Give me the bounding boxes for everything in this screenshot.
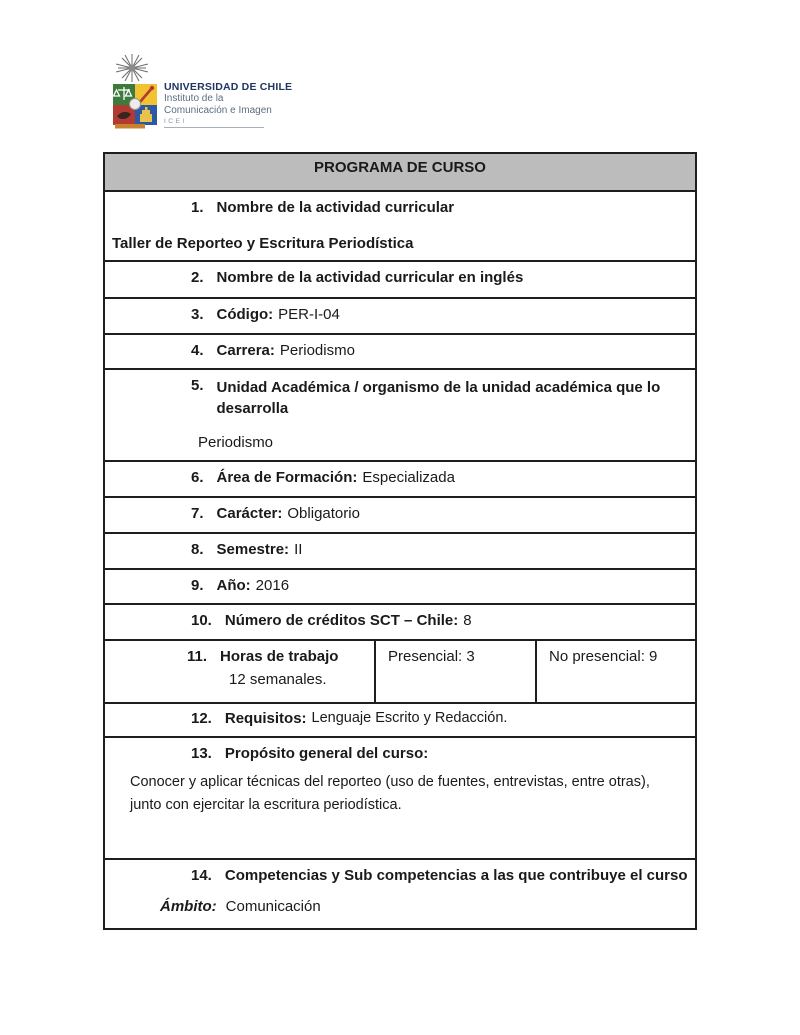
table-title-row (105, 154, 695, 190)
item-number: 3. (191, 306, 204, 323)
logo-underline-divider (164, 127, 264, 128)
item-number: 2. (191, 269, 204, 286)
row-nombre-ingles (105, 260, 695, 297)
item-label: Semestre: (216, 541, 290, 558)
row-area-formacion (105, 460, 695, 496)
logo-text-block (164, 81, 292, 130)
horas-trabajo-cell (105, 641, 374, 702)
item-number: 7. (191, 505, 204, 522)
item-label: Área de Formación: (216, 469, 358, 486)
row-horas-trabajo (105, 639, 695, 702)
row-creditos (105, 603, 695, 639)
proposito-paragraph: Conocer y aplicar técnicas del reporteo (uso de fuentes, entrevistas, entre otras), junto con ejercitar la escritura periodística. (130, 774, 650, 813)
item-value: 2016 (255, 577, 290, 594)
item-value: Periodismo (279, 342, 355, 359)
ambito-line (105, 898, 695, 915)
item-label: Carácter: (216, 505, 283, 522)
institute-line1: Instituto de la (164, 93, 224, 104)
item-label: Nombre de la actividad curricular (216, 199, 455, 216)
item-value: PER-I-04 (278, 306, 340, 323)
ambito-label: Ámbito: (160, 898, 217, 915)
item-number: 14. (191, 867, 212, 884)
row-unidad-academica (105, 368, 695, 460)
item-label: Requisitos: (224, 710, 307, 727)
row-codigo (105, 297, 695, 333)
item-number: 11. (187, 648, 208, 665)
item-value: Periodismo (198, 434, 274, 451)
course-program-table (103, 152, 697, 930)
starburst-icon (113, 52, 157, 130)
row-proposito (105, 736, 695, 858)
item-label: Código: (216, 306, 274, 323)
university-name: UNIVERSIDAD DE CHILE (164, 81, 293, 93)
item-number: 13. (191, 745, 212, 762)
item-value: Obligatorio (287, 505, 360, 522)
row-semestre (105, 532, 695, 568)
item-label: Nombre de la actividad curricular en inglés (216, 269, 524, 286)
item-label: Número de créditos SCT – Chile: (224, 612, 459, 629)
item-value: Lenguaje Escrito y Redacción. (311, 710, 508, 726)
item-label: Horas de trabajo (220, 648, 339, 665)
item-number: 5. (191, 377, 204, 394)
institute-line2: Comunicación e Imagen (164, 104, 272, 116)
ambito-value: Comunicación (225, 898, 321, 915)
no-presencial-cell: No presencial: 9 (535, 641, 695, 702)
item-number: 12. (191, 710, 212, 727)
item-number: 8. (191, 541, 204, 558)
page-title: PROGRAMA DE CURSO (314, 159, 486, 176)
university-logo (113, 52, 292, 130)
horas-semanales: 12 semanales. (229, 671, 327, 688)
item-value: Especializada (362, 469, 455, 486)
row-nombre-actividad (105, 190, 695, 260)
item-number: 4. (191, 342, 204, 359)
item-label: Competencias y Sub competencias a las que contribuye el curso (224, 867, 688, 884)
row-competencias (105, 858, 695, 928)
row-carrera (105, 333, 695, 368)
item-value: II (294, 541, 303, 558)
course-name-value: Taller de Reporteo y Escritura Periodística (112, 235, 414, 252)
item-label: Año: (216, 577, 251, 594)
item-label: Propósito general del curso: (224, 745, 429, 762)
row-ano (105, 568, 695, 603)
university-crest-icon (113, 52, 157, 130)
item-label: Carrera: (216, 342, 275, 359)
item-number: 10. (191, 612, 212, 629)
item-number: 1. (191, 199, 204, 216)
presencial-cell: Presencial: 3 (374, 641, 535, 702)
institute-acronym: ICEI (164, 118, 187, 125)
item-label: Unidad Académica / organismo de la unidad académica que lo desarrolla (216, 379, 661, 417)
row-caracter (105, 496, 695, 532)
item-value: 8 (463, 612, 472, 629)
item-number: 6. (191, 469, 204, 486)
row-requisitos (105, 702, 695, 736)
item-number: 9. (191, 577, 204, 594)
